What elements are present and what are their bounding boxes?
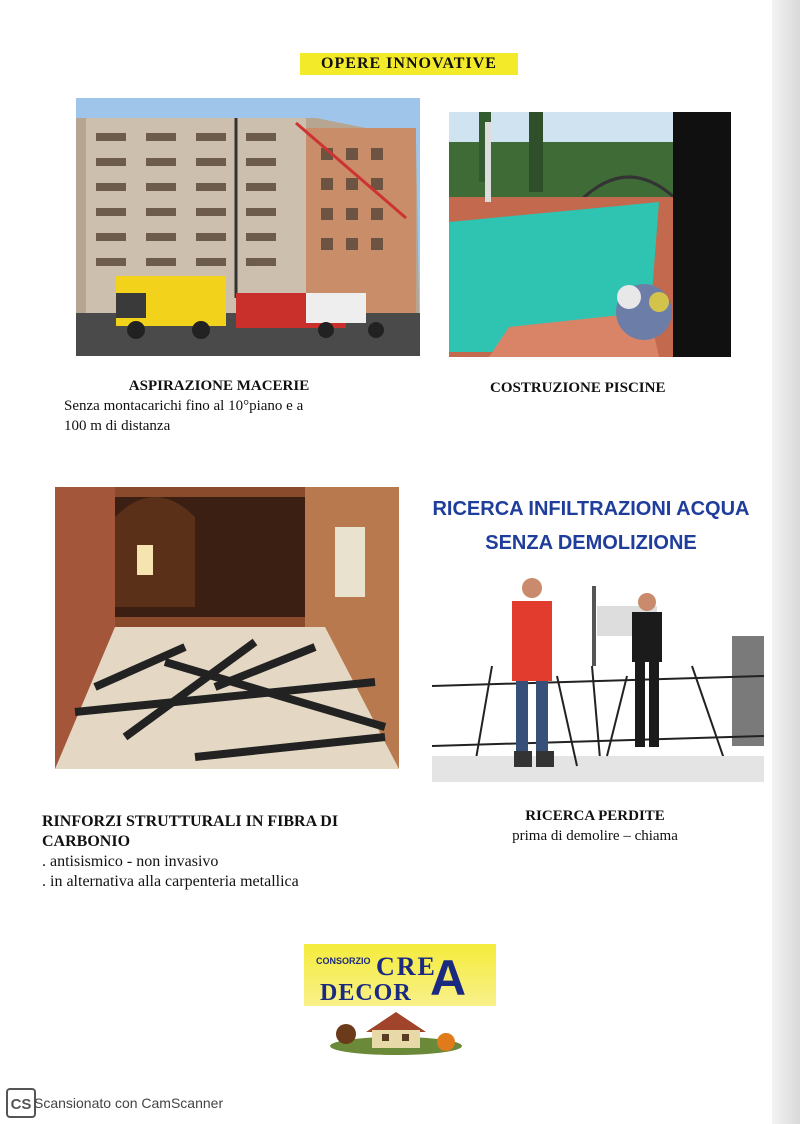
caption-line: . in alternativa alla carpenteria metallica (42, 873, 299, 890)
logo-consorzio-label: CONSORZIO (316, 956, 371, 966)
page-title: OPERE INNOVATIVE (300, 53, 518, 75)
crea-decora-logo (304, 944, 496, 1056)
carbon-fiber-photo (55, 487, 399, 769)
caption-line: 100 m di distanza (64, 418, 171, 434)
leak-detection-photo (432, 566, 764, 782)
caption-line: Senza montacarichi fino al 10°piano e a (64, 398, 304, 414)
caption-line: . antisismico - non invasivo (42, 853, 219, 870)
logo-house-icon (326, 1006, 466, 1056)
caption-heading-continued: CARBONIO (42, 833, 131, 850)
caption-piscine (490, 378, 710, 398)
caption-aspirazione (64, 376, 394, 436)
banner-line: SENZA DEMOLIZIONE (485, 532, 697, 554)
caption-rinforzi (42, 812, 402, 892)
camscanner-icon: CS (6, 1088, 36, 1118)
caption-line: prima di demolire – chiama (512, 828, 678, 844)
banner-line: RICERCA INFILTRAZIONI ACQUA (432, 498, 750, 520)
caption-ricerca-perdite (490, 806, 700, 846)
caption-heading: ASPIRAZIONE MACERIE (128, 378, 310, 394)
page-edge-shadow (772, 0, 800, 1124)
logo-word-decor: DECOR (320, 980, 412, 1006)
logo-word-cre: CRE (376, 952, 437, 981)
caption-heading: RICERCA PERDITE (525, 808, 665, 824)
camscanner-text: Scansionato con CamScanner (34, 1095, 224, 1111)
building-photo (76, 98, 420, 356)
leak-search-banner (426, 492, 756, 560)
caption-heading: RINFORZI STRUTTURALI IN FIBRA DI (42, 813, 339, 830)
pool-photo (449, 112, 731, 357)
caption-heading: COSTRUZIONE PISCINE (490, 380, 666, 396)
logo-letter-a: A (430, 950, 467, 1006)
